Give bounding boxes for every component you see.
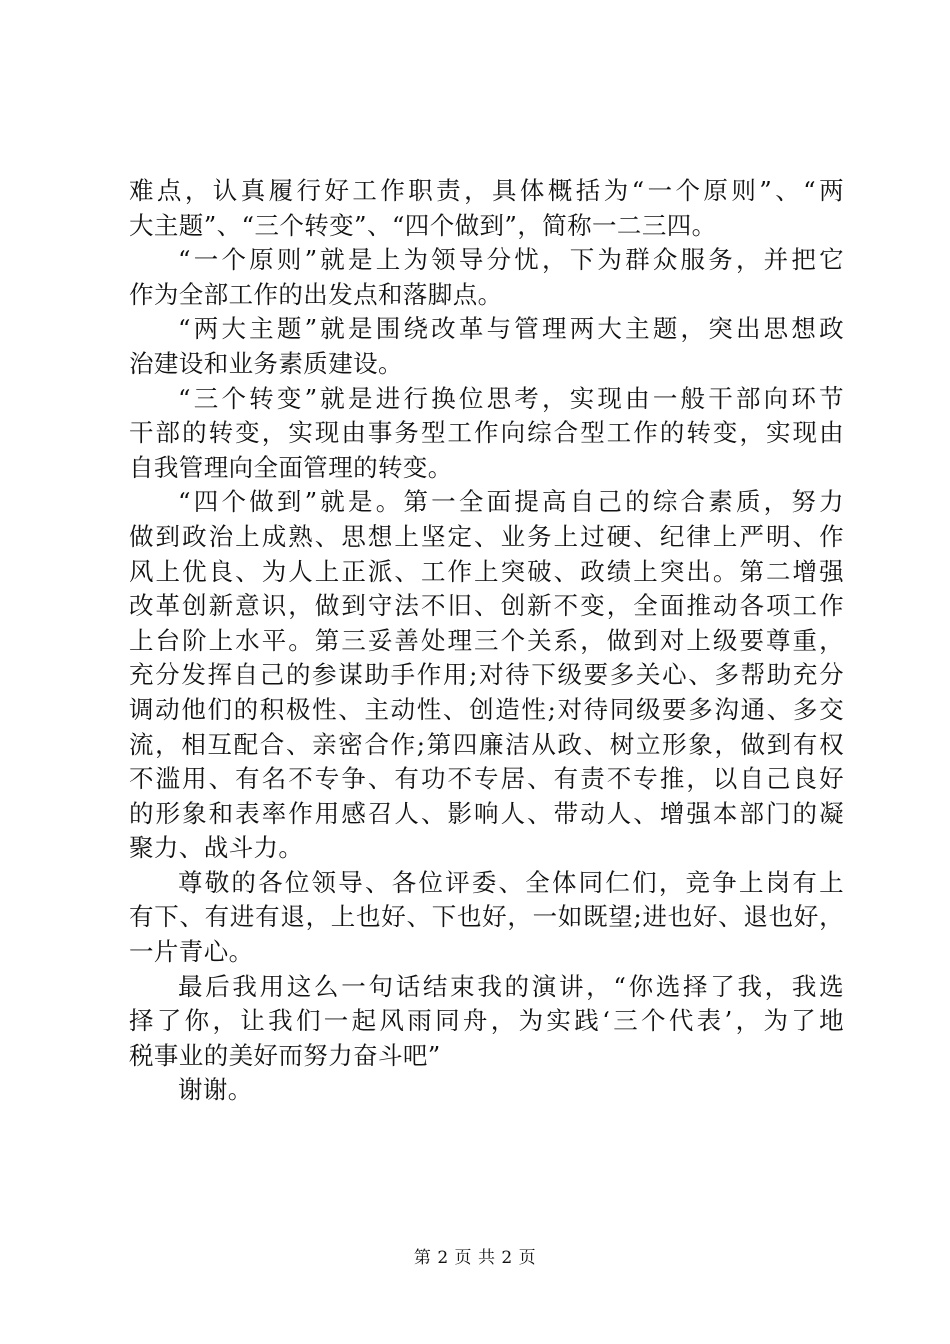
text-line: 难点，认真履行好工作职责，具体概括为“一个原则”、“两 bbox=[129, 176, 844, 205]
text-line: “三个转变”就是进行换位思考，实现由一般干部向环节 bbox=[178, 383, 844, 413]
text-line: 有下、有进有退，上也好、下也好，一如既望;进也好、退也好， bbox=[129, 902, 844, 932]
text-line: 大主题”、“三个转变”、“四个做到”，简称一二三四。 bbox=[129, 210, 717, 240]
text-line: 的形象和表率作用感召人、影响人、带动人、增强本部门的凝 bbox=[129, 798, 844, 828]
text-line: 治建设和业务素质建设。 bbox=[129, 348, 403, 378]
text-line: 谢谢。 bbox=[178, 1075, 253, 1105]
text-line: 充分发挥自己的参谋助手作用;对待下级要多关心、多帮助充分 bbox=[129, 660, 844, 690]
text-line: 税事业的美好而努力奋斗吧” bbox=[129, 1040, 441, 1070]
text-line: 上台阶上水平。第三妥善处理三个关系，做到对上级要尊重， bbox=[129, 625, 844, 655]
text-line: 干部的转变，实现由事务型工作向综合型工作的转变，实现由 bbox=[129, 418, 844, 448]
text-line: “一个原则”就是上为领导分忧，下为群众服务，并把它 bbox=[178, 245, 844, 275]
text-line: 流，相互配合、亲密合作;第四廉洁从政、树立形象，做到有权 bbox=[129, 729, 844, 759]
text-line: 一片青心。 bbox=[129, 937, 254, 967]
text-line: “两大主题”就是围绕改革与管理两大主题，突出思想政 bbox=[178, 314, 844, 344]
text-line: 做到政治上成熟、思想上坚定、业务上过硬、纪律上严明、作 bbox=[129, 521, 844, 551]
text-line: 聚力、战斗力。 bbox=[129, 833, 304, 863]
text-line: 自我管理向全面管理的转变。 bbox=[129, 452, 453, 482]
text-line: 调动他们的积极性、主动性、创造性;对待同级要多沟通、多交 bbox=[129, 694, 844, 724]
text-line: 最后我用这么一句话结束我的演讲，“你选择了我，我选 bbox=[178, 971, 844, 1001]
text-line: 不滥用、有名不专争、有功不专居、有责不专推，以自己良好 bbox=[129, 764, 844, 794]
document-body bbox=[129, 174, 844, 1108]
text-line: 择了你，让我们一起风雨同舟，为实践‘三个代表’，为了地 bbox=[129, 1006, 844, 1036]
text-line: “四个做到”就是。第一全面提高自己的综合素质，努力 bbox=[178, 487, 844, 517]
text-line: 风上优良、为人上正派、工作上突破、政绩上突出。第二增强 bbox=[129, 556, 844, 586]
text-line: 改革创新意识，做到守法不旧、创新不变，全面推动各项工作 bbox=[129, 591, 844, 621]
page-footer: 第 2 页 共 2 页 bbox=[413, 1248, 537, 1268]
text-line: 尊敬的各位领导、各位评委、全体同仁们，竞争上岗有上 bbox=[178, 867, 844, 897]
text-line: 作为全部工作的出发点和落脚点。 bbox=[129, 279, 503, 309]
